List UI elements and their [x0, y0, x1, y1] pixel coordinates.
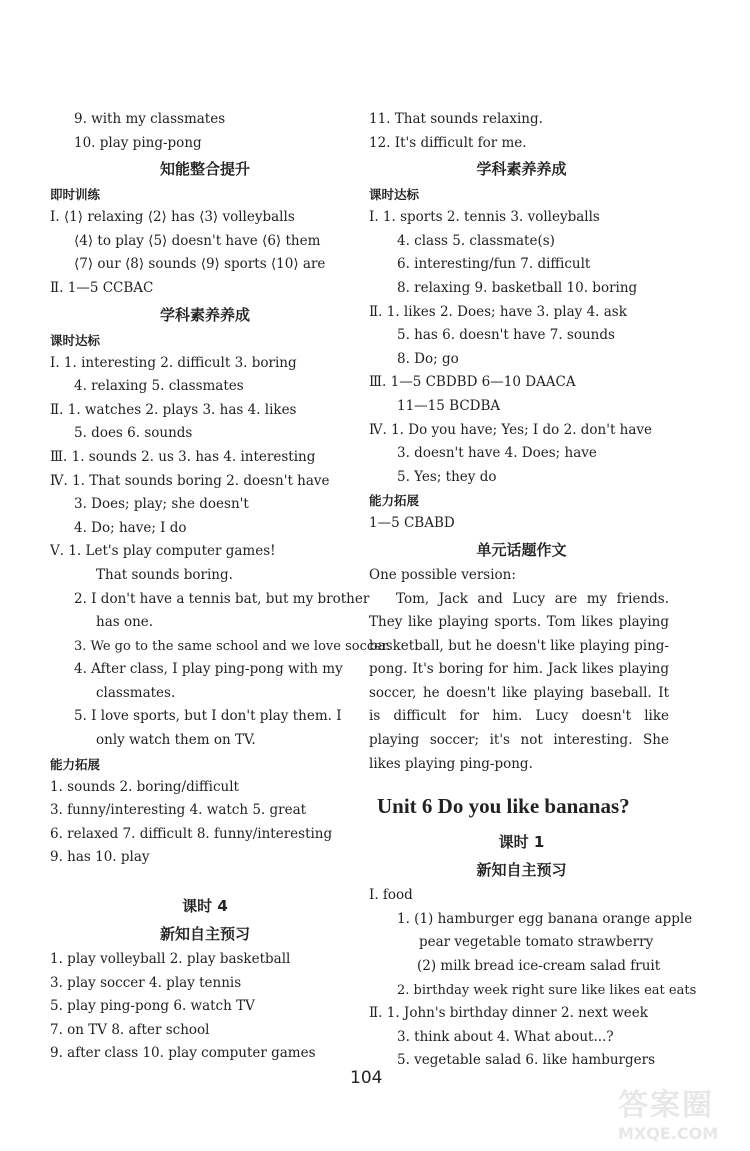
answer-line: classmates. [96, 684, 176, 701]
answer-line: ⟨7⟩ our ⟨8⟩ sounds ⟨9⟩ sports ⟨10⟩ are [74, 256, 326, 273]
spacer [50, 870, 360, 892]
answer-line: Ⅲ. 1—5 CBDBD 6—10 DAACA [369, 374, 576, 391]
unit-title: Unit 6 Do you like bananas? [377, 794, 630, 819]
subsection-heading: 能力拓展 [369, 493, 420, 509]
subsection-heading: 能力拓展 [50, 756, 101, 772]
answer-line: Ⅱ. 1. likes 2. Does; have 3. play 4. ask [369, 303, 627, 320]
answer-line: Ⅲ. 1. sounds 2. us 3. has 4. interesting [50, 448, 316, 465]
section-heading: 学科素养养成 [159, 305, 250, 324]
answer-line: Ⅰ. 1. interesting 2. difficult 3. boring [50, 354, 297, 371]
watermark-text: 答案圈 [618, 1088, 714, 1123]
answer-line: only watch them on TV. [96, 732, 256, 749]
answer-line: 3. think about 4. What about...? [397, 1028, 614, 1045]
lesson-heading: 课时 1 [498, 833, 545, 852]
answer-line: 8. relaxing 9. basketball 10. boring [397, 279, 638, 296]
section-heading: 学科素养养成 [476, 160, 567, 179]
answer-line: (2) milk bread ice-cream salad fruit [417, 958, 661, 975]
watermark-logo [618, 1080, 738, 1146]
right-column [369, 108, 697, 1073]
spacer [369, 776, 674, 786]
answer-line: 4. After class, I play ping-pong with my [74, 661, 343, 678]
answer-line: 3. doesn't have 4. Does; have [397, 445, 597, 462]
answer-line: 6. interesting/fun 7. difficult [397, 256, 591, 273]
section-heading: 单元话题作文 [476, 540, 567, 559]
answer-line: 9. with my classmates [74, 111, 226, 127]
answer-line: 1—5 CBABD [369, 515, 455, 532]
answer-line: pear vegetable tomato strawberry [419, 934, 654, 951]
answer-line: 12. It's difficult for me. [369, 134, 527, 151]
page-number: 104 [350, 1068, 383, 1088]
answer-line: Ⅱ. 1—5 CCBAC [50, 279, 154, 296]
answer-line: 5. play ping-pong 6. watch TV [50, 998, 255, 1015]
answer-line: 3. We go to the same school and we love soccer. [74, 638, 391, 654]
watermark-url: MXQE.COM [618, 1124, 719, 1143]
section-heading: 新知自主预习 [476, 861, 567, 880]
answer-line: Ⅳ. 1. That sounds boring 2. doesn't have [50, 472, 330, 489]
answer-line: 5. has 6. doesn't have 7. sounds [397, 327, 615, 344]
answer-line: One possible version: [369, 566, 516, 583]
section-heading: 知能整合提升 [159, 160, 250, 179]
answer-line: 7. on TV 8. after school [50, 1021, 210, 1038]
answer-line: 3. funny/interesting 4. watch 5. great [50, 802, 307, 819]
answer-line: Ⅱ. 1. John's birthday dinner 2. next week [369, 1005, 648, 1022]
answer-line: 3. play soccer 4. play tennis [50, 974, 242, 991]
answer-line: 2. I don't have a tennis bat, but my brother [74, 590, 370, 607]
sample-essay: Tom, Jack and Lucy are my friends. They like playing sports. Tom likes playing basketball, but he doesn't like playing ping-pong. It's boring for him. Jack likes playing soccer, he doesn't like playing baseball. It is difficult for him. Lucy doesn't like playing soccer; it's not interesting. She likes playing ping-pong. [369, 590, 669, 772]
answer-line: 1. play volleyball 2. play basketball [50, 951, 291, 968]
answer-line: 1. (1) hamburger egg banana orange apple [397, 910, 693, 927]
answer-line: Ⅳ. 1. Do you have; Yes; I do 2. don't have [369, 421, 653, 438]
answer-line: 11—15 BCDBA [397, 397, 501, 414]
answer-line: 5. Yes; they do [397, 468, 497, 485]
lesson-heading: 课时 4 [182, 897, 228, 916]
section-heading: 新知自主预习 [159, 925, 250, 944]
answer-line: 5. vegetable salad 6. like hamburgers [397, 1052, 656, 1069]
answer-line: 11. That sounds relaxing. [369, 111, 543, 127]
answer-line: Ⅱ. 1. watches 2. plays 3. has 4. likes [50, 401, 297, 418]
answer-line: Ⅰ. 1. sports 2. tennis 3. volleyballs [369, 209, 600, 226]
answer-line: ⟨4⟩ to play ⟨5⟩ doesn't have ⟨6⟩ them [74, 232, 321, 249]
answer-line: has one. [96, 614, 154, 631]
subsection-heading: 课时达标 [50, 332, 101, 348]
answer-line: 10. play ping-pong [74, 134, 202, 151]
answer-line: Ⅴ. 1. Let's play computer games! [50, 543, 276, 560]
subsection-heading: 课时达标 [369, 187, 420, 203]
answer-line: 8. Do; go [397, 350, 459, 367]
answer-line: 3. Does; play; she doesn't [74, 496, 249, 513]
answer-line: Ⅰ. food [369, 887, 413, 904]
answer-line: 2. birthday week right sure like likes eat eats [397, 982, 697, 998]
answer-line: That sounds boring. [96, 566, 233, 583]
answer-line: 4. Do; have; I do [74, 519, 187, 536]
answer-line: 9. has 10. play [50, 849, 150, 866]
answer-line: 6. relaxed 7. difficult 8. funny/interesting [50, 825, 333, 842]
subsection-heading: 即时训练 [50, 187, 101, 203]
answer-line: 5. I love sports, but I don't play them. I [74, 708, 342, 725]
answer-line: 9. after class 10. play computer games [50, 1045, 316, 1062]
answer-line: 5. does 6. sounds [74, 425, 193, 442]
answer-line: 1. sounds 2. boring/difficult [50, 778, 239, 795]
answer-line: 4. relaxing 5. classmates [74, 378, 244, 395]
answer-line: Ⅰ. ⟨1⟩ relaxing ⟨2⟩ has ⟨3⟩ volleyballs [50, 209, 295, 226]
answer-line: 4. class 5. classmate(s) [397, 232, 555, 249]
